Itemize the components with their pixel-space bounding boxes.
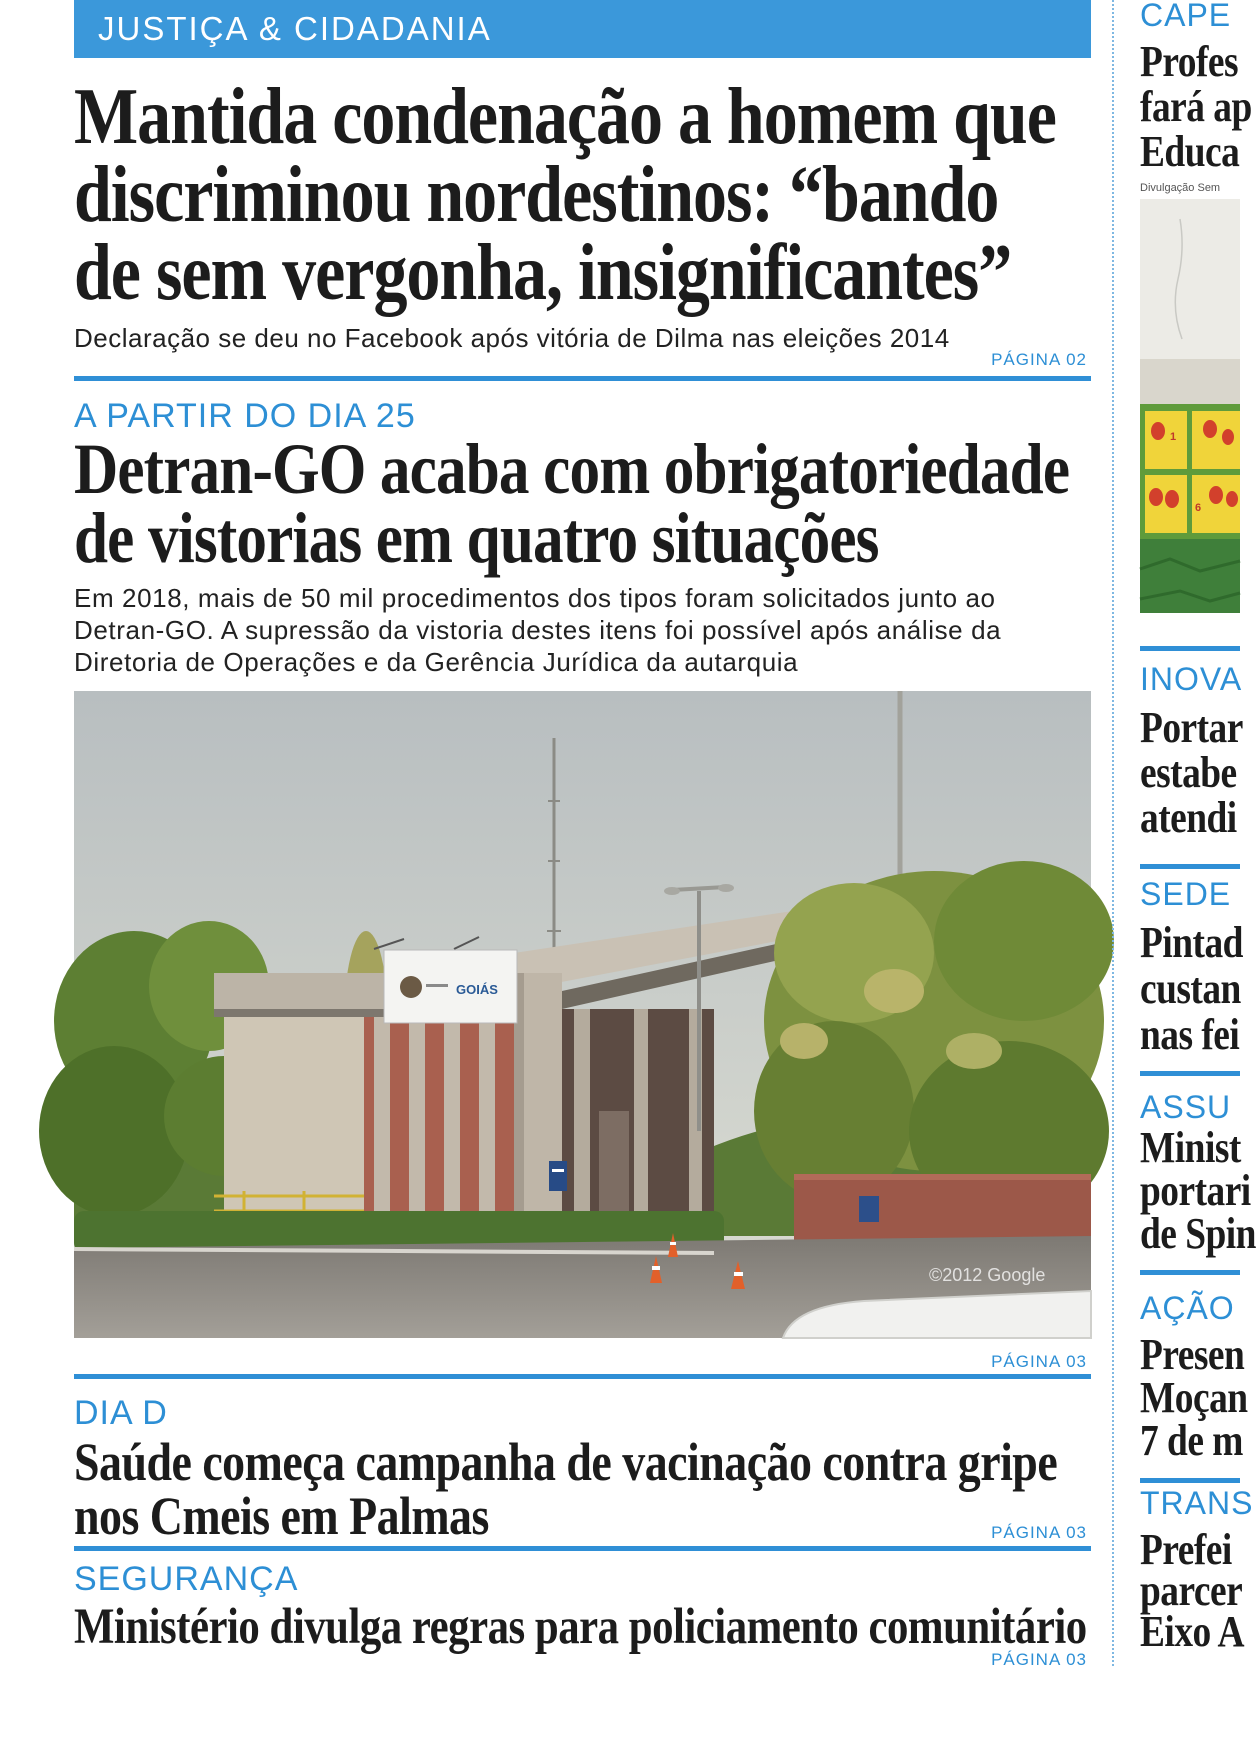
headline-line: Educa bbox=[1140, 127, 1240, 176]
detran-summary bbox=[74, 582, 1001, 678]
headline-line: nos Cmeis em Palmas bbox=[74, 1486, 489, 1546]
detran-building-photo bbox=[74, 691, 1091, 1338]
right-tree bbox=[754, 861, 1114, 1221]
headline-line: Pintad bbox=[1140, 918, 1243, 967]
headline-line: Presen bbox=[1140, 1330, 1245, 1379]
story-kicker: TRANS bbox=[1140, 1485, 1254, 1521]
sign-text: GOIÁS bbox=[456, 982, 498, 997]
headline-line: Detran-GO acaba com obrigatoriedade bbox=[74, 429, 1070, 509]
page-reference: PÁGINA 03 bbox=[991, 1650, 1087, 1669]
page-reference: PÁGINA 03 bbox=[991, 1352, 1087, 1371]
story-headline bbox=[1140, 1525, 1244, 1656]
section-divider bbox=[74, 1374, 1091, 1379]
headline-line: Profes bbox=[1140, 37, 1239, 86]
section-divider bbox=[74, 1546, 1091, 1551]
headline-line: Ministério divulga regras para policiamento comunitário bbox=[74, 1599, 1087, 1655]
detran-headline bbox=[74, 429, 1091, 578]
panel-number: 6 bbox=[1195, 502, 1202, 514]
story-headline bbox=[1140, 703, 1243, 842]
photo-credit: Divulgação Sem bbox=[1140, 182, 1221, 194]
story-kicker: CAPE bbox=[1140, 0, 1232, 33]
summary-line: Diretoria de Operações e da Gerência Jurídica da autarquia bbox=[74, 647, 799, 677]
headline-line: portari bbox=[1140, 1166, 1251, 1215]
headline-line: atendi bbox=[1140, 793, 1237, 842]
section-divider bbox=[1140, 1071, 1240, 1076]
column-divider bbox=[1112, 0, 1114, 1666]
classroom-photo bbox=[1140, 199, 1240, 613]
headline-line: de sem vergonha, insignificantes” bbox=[74, 229, 1012, 317]
lead-headline bbox=[74, 73, 1091, 317]
section-divider bbox=[1140, 1270, 1240, 1275]
headline-line: Prefei bbox=[1140, 1525, 1232, 1574]
headline-line: estabe bbox=[1140, 748, 1237, 797]
goias-sign bbox=[374, 937, 517, 1023]
photo-watermark: ©2012 Google bbox=[929, 1265, 1046, 1285]
story-headline bbox=[1140, 37, 1252, 176]
traffic-sign bbox=[859, 1196, 879, 1222]
story-headline bbox=[1140, 1330, 1248, 1465]
detran-kicker: A PARTIR DO DIA 25 bbox=[74, 397, 416, 435]
summary-line: Em 2018, mais de 50 mil procedimentos dos tipos foram solicitados junto ao bbox=[74, 583, 996, 613]
page-reference: PÁGINA 03 bbox=[991, 1523, 1087, 1542]
headline-line: Moçan bbox=[1140, 1373, 1248, 1422]
headline-line: parcer bbox=[1140, 1566, 1243, 1615]
section-divider bbox=[1140, 864, 1240, 869]
security-kicker: SEGURANÇA bbox=[74, 1560, 299, 1598]
story-kicker: INOVA bbox=[1140, 661, 1243, 697]
traffic-sign bbox=[549, 1161, 567, 1191]
section-divider bbox=[74, 376, 1091, 381]
headline-line: Saúde começa campanha de vacinação contra gripe bbox=[74, 1432, 1058, 1492]
story-headline bbox=[1140, 1123, 1256, 1258]
section-divider bbox=[1140, 1478, 1240, 1483]
headline-line: de vistorias em quatro situações bbox=[74, 498, 879, 578]
headline-line: 7 de m bbox=[1140, 1416, 1243, 1465]
right-column bbox=[1140, 0, 1256, 1754]
headline-line: discriminou nordestinos: “bando bbox=[74, 151, 999, 239]
headline-line: de Spin bbox=[1140, 1209, 1256, 1258]
vaccine-kicker: DIA D bbox=[74, 1394, 168, 1432]
headline-line: Portar bbox=[1140, 703, 1243, 752]
summary-line: Detran-GO. A supressão da vistoria destes itens foi possível após análise da bbox=[74, 615, 1002, 645]
headline-line: nas fei bbox=[1140, 1010, 1240, 1059]
section-bar-justica: JUSTIÇA & CIDADANIA bbox=[74, 0, 1091, 58]
headline-line: Eixo A bbox=[1140, 1607, 1244, 1656]
story-headline bbox=[1140, 918, 1243, 1059]
headline-line: Minist bbox=[1140, 1123, 1241, 1172]
lead-subtitle: Declaração se deu no Facebook após vitória de Dilma nas eleições 2014 bbox=[74, 323, 950, 353]
story-kicker: SEDE bbox=[1140, 876, 1232, 912]
section-divider bbox=[1140, 646, 1240, 651]
headline-line: Mantida condenação a homem que bbox=[74, 73, 1056, 161]
story-kicker: AÇÃO bbox=[1140, 1290, 1235, 1326]
headline-line: fará ap bbox=[1140, 82, 1252, 131]
page-reference: PÁGINA 02 bbox=[991, 350, 1087, 369]
security-headline bbox=[74, 1600, 1091, 1654]
headline-line: custan bbox=[1140, 964, 1241, 1013]
story-kicker: ASSU bbox=[1140, 1089, 1232, 1125]
panel-number: 1 bbox=[1170, 431, 1177, 443]
